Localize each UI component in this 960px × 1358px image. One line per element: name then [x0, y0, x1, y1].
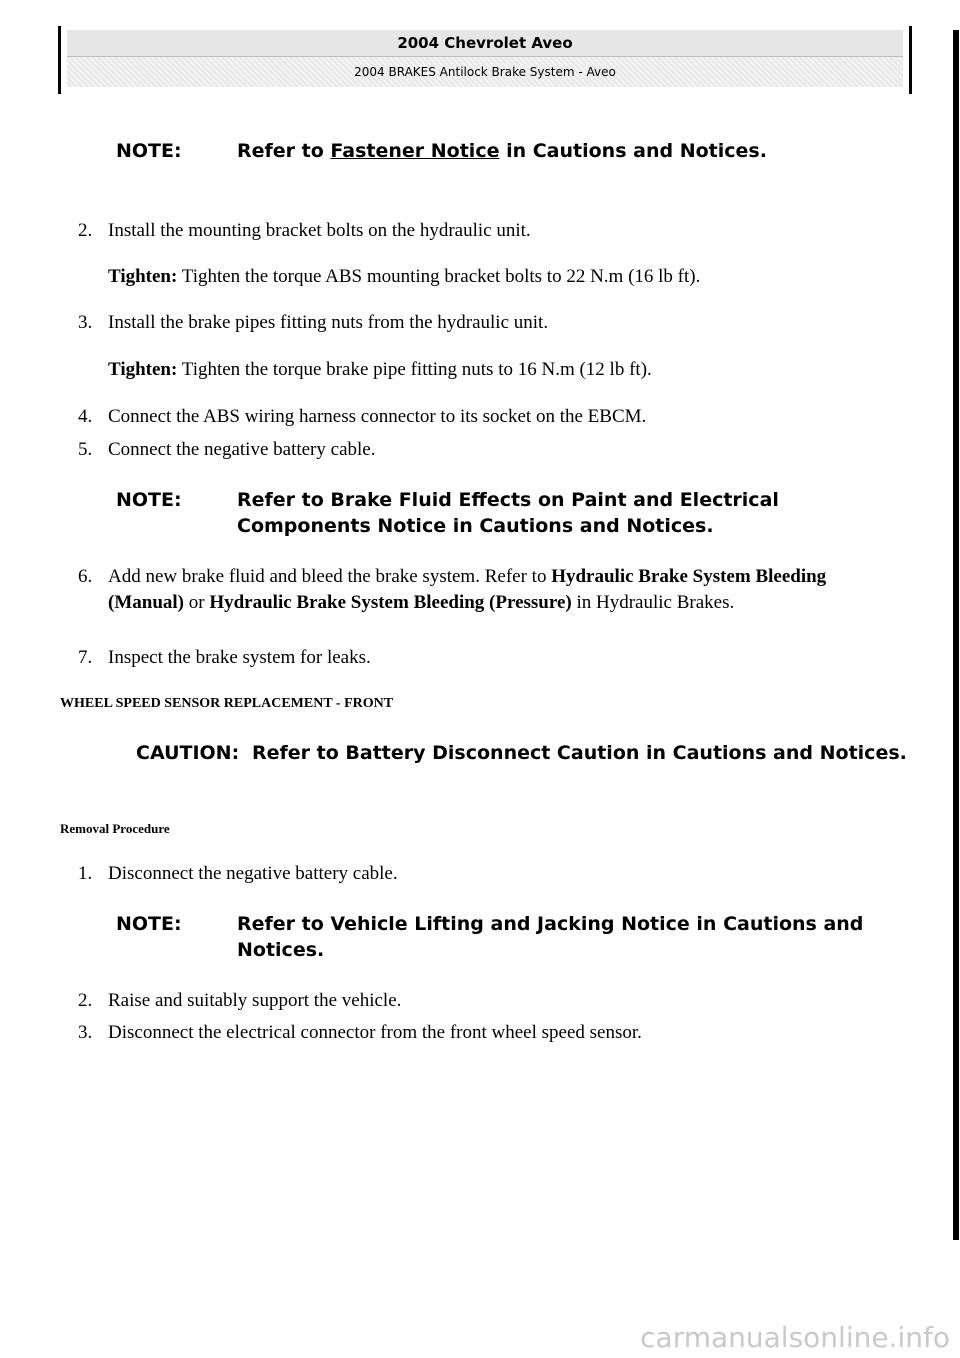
fastener-notice-link[interactable]: Fastener Notice: [330, 140, 500, 162]
step-number: 6.: [78, 566, 93, 587]
tighten-label: Tighten:: [108, 266, 178, 287]
tighten-fitting-nuts: [108, 357, 888, 383]
caution-label: CAUTION:: [136, 742, 240, 764]
step-number: 3.: [78, 1022, 93, 1043]
step-text: Inspect the brake system for leaks.: [108, 647, 371, 668]
step-text-pre: Add new brake fluid and bleed the brake system. Refer to: [108, 566, 552, 587]
tighten-mounting-bolts: [108, 264, 888, 290]
step-number: 1.: [78, 863, 93, 884]
note-text: Refer to Brake Fluid Effects on Paint and Electrical Components Notice in Cautions and Notices.: [237, 489, 779, 537]
step-3: [78, 310, 878, 336]
step-number: 5.: [78, 439, 93, 460]
step-number: 2.: [78, 220, 93, 241]
step-text: Install the brake pipes fitting nuts from the hydraulic unit.: [108, 312, 549, 333]
step-text-post: in Hydraulic Brakes.: [571, 592, 735, 613]
step-text: Install the mounting bracket bolts on the hydraulic unit.: [108, 220, 531, 241]
step-2: [78, 218, 878, 244]
page-header: [58, 26, 912, 94]
step-text: Connect the negative battery cable.: [108, 439, 376, 460]
step-7: [78, 645, 878, 671]
note-text: [237, 138, 896, 164]
note-text-pre: Refer to: [237, 140, 331, 162]
note-label: NOTE:: [116, 489, 182, 511]
watermark: carmanualsonline.info: [640, 1321, 950, 1354]
battery-caution: [136, 740, 916, 766]
tighten-label: Tighten:: [108, 359, 178, 380]
step-text-mid: or: [184, 592, 210, 613]
note-text-post: in Cautions and Notices.: [499, 140, 767, 162]
tighten-text: Tighten the torque ABS mounting bracket bolts to 22 N.m (16 lb ft).: [177, 266, 701, 287]
removal-step-1: [78, 861, 878, 887]
step-text: Raise and suitably support the vehicle.: [108, 990, 402, 1011]
lifting-note: [116, 911, 896, 963]
step-text: Disconnect the negative battery cable.: [108, 863, 398, 884]
note-label: NOTE:: [116, 140, 182, 162]
caution-text: Refer to Battery Disconnect Caution in Cautions and Notices.: [252, 742, 907, 764]
step-6: [78, 564, 878, 616]
step-number: 4.: [78, 406, 93, 427]
step-text: Disconnect the electrical connector from the front wheel speed sensor.: [108, 1022, 642, 1043]
note-label: NOTE:: [116, 913, 182, 935]
step-number: 3.: [78, 312, 93, 333]
bleeding-pressure-link[interactable]: Hydraulic Brake System Bleeding (Pressure): [209, 592, 572, 613]
step-number: 7.: [78, 647, 93, 668]
step-text: [108, 564, 878, 616]
header-subtitle: 2004 BRAKES Antilock Brake System - Aveo: [67, 57, 903, 87]
note-text: Refer to Vehicle Lifting and Jacking Notice in Cautions and Notices.: [237, 913, 864, 961]
step-5: [78, 437, 878, 463]
page-edge-bar: [953, 30, 959, 1240]
bleeding-manual-link[interactable]: Hydraulic Brake System Bleeding (Manual): [108, 566, 827, 613]
removal-step-2: [78, 988, 878, 1014]
fastener-note: [116, 138, 896, 164]
tighten-text: Tighten the torque brake pipe fitting nuts to 16 N.m (12 lb ft).: [177, 359, 652, 380]
brake-fluid-note: [116, 487, 896, 539]
step-4: [78, 404, 878, 430]
header-title: 2004 Chevrolet Aveo: [67, 30, 903, 57]
step-text: Connect the ABS wiring harness connector to its socket on the EBCM.: [108, 406, 647, 427]
step-number: 2.: [78, 990, 93, 1011]
section-heading: WHEEL SPEED SENSOR REPLACEMENT - FRONT: [60, 696, 394, 711]
removal-procedure-heading: Removal Procedure: [60, 821, 170, 836]
removal-step-3: [78, 1020, 878, 1046]
